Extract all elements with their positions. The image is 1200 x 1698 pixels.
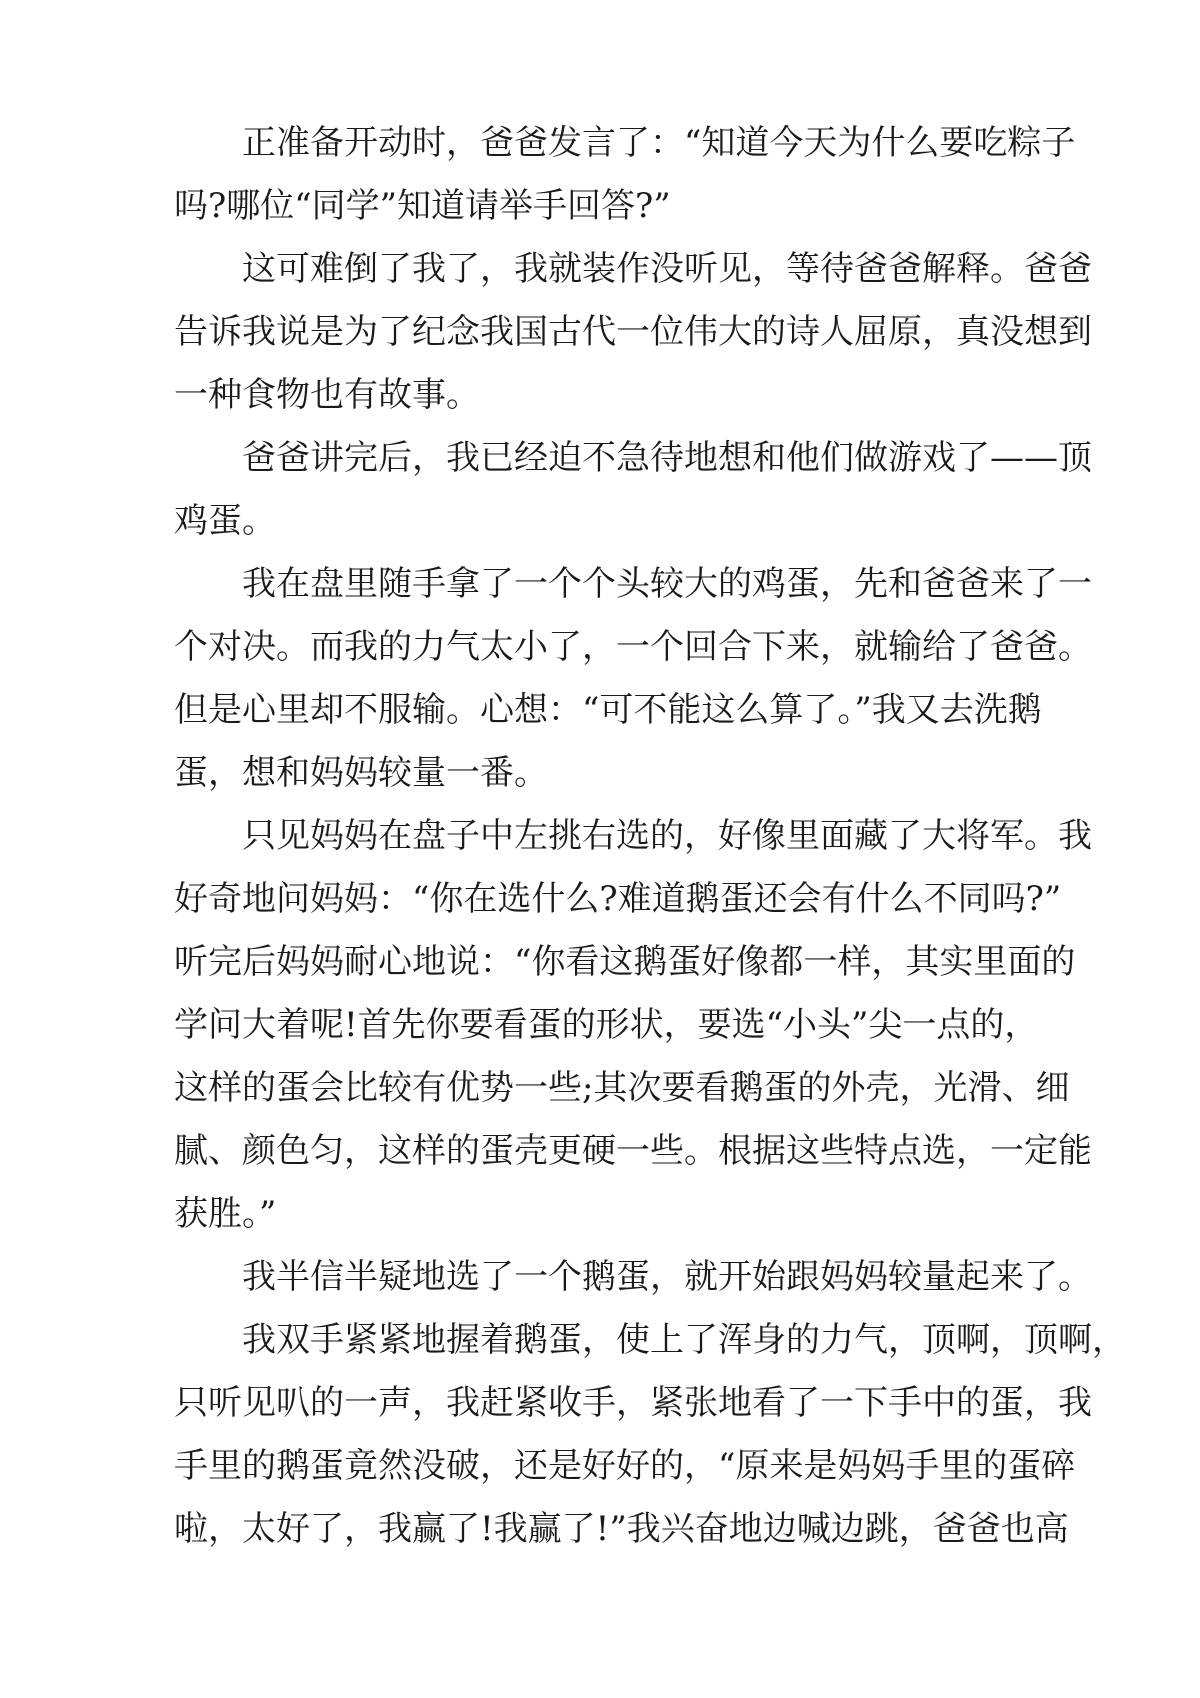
text-line: 鸡蛋。 bbox=[174, 501, 276, 541]
text-line: 蛋，想和妈妈较量一番。 bbox=[174, 753, 548, 793]
article-body bbox=[174, 112, 1126, 1561]
text-line: 吗?哪位“同学”知道请举手回答?” bbox=[174, 186, 671, 226]
text-line: 但是心里却不服输。心想：“可不能这么算了。”我又去洗鹅 bbox=[174, 690, 1042, 730]
text-line: 腻、颜色匀，这样的蛋壳更硬一些。根据这些特点选，一定能 bbox=[174, 1131, 1092, 1171]
paragraph-3 bbox=[174, 427, 1092, 553]
text-line: 获胜。” bbox=[174, 1194, 277, 1234]
text-line: 我在盘里随手拿了一个个头较大的鸡蛋，先和爸爸来了一 bbox=[242, 564, 1092, 604]
paragraph-6 bbox=[174, 1246, 1092, 1309]
text-line: 个对决。而我的力气太小了，一个回合下来，就输给了爸爸。 bbox=[174, 627, 1092, 667]
paragraph-2 bbox=[174, 238, 1092, 427]
text-line: 只听见叭的一声，我赶紧收手，紧张地看了一下手中的蛋，我 bbox=[174, 1383, 1092, 1423]
text-line: 我双手紧紧地握着鹅蛋，使上了浑身的力气，顶啊，顶啊， bbox=[242, 1320, 1126, 1360]
text-line: 一种食物也有故事。 bbox=[174, 375, 480, 415]
text-line: 学问大着呢!首先你要看蛋的形状，要选“小头”尖一点的， bbox=[174, 1005, 1039, 1045]
text-line: 正准备开动时，爸爸发言了：“知道今天为什么要吃粽子 bbox=[242, 123, 1076, 163]
text-line: 我半信半疑地选了一个鹅蛋，就开始跟妈妈较量起来了。 bbox=[242, 1257, 1092, 1297]
paragraph-1 bbox=[174, 112, 1076, 238]
paragraph-4 bbox=[174, 553, 1092, 805]
paragraph-5 bbox=[174, 805, 1092, 1246]
text-line: 只见妈妈在盘子中左挑右选的，好像里面藏了大将军。我 bbox=[242, 816, 1092, 856]
text-line: 啦，太好了，我赢了!我赢了!”我兴奋地边喊边跳，爸爸也高 bbox=[174, 1509, 1069, 1549]
text-line: 这可难倒了我了，我就装作没听见，等待爸爸解释。爸爸 bbox=[242, 249, 1092, 289]
text-line: 好奇地问妈妈：“你在选什么?难道鹅蛋还会有什么不同吗?” bbox=[174, 879, 1062, 919]
text-line: 听完后妈妈耐心地说：“你看这鹅蛋好像都一样，其实里面的 bbox=[174, 942, 1076, 982]
text-line: 爸爸讲完后，我已经迫不急待地想和他们做游戏了——顶 bbox=[242, 438, 1092, 478]
text-line: 这样的蛋会比较有优势一些;其次要看鹅蛋的外壳，光滑、细 bbox=[174, 1068, 1070, 1108]
paragraph-7 bbox=[174, 1309, 1126, 1561]
text-line: 告诉我说是为了纪念我国古代一位伟大的诗人屈原，真没想到 bbox=[174, 312, 1092, 352]
text-line: 手里的鹅蛋竟然没破，还是好好的，“原来是妈妈手里的蛋碎 bbox=[174, 1446, 1076, 1486]
